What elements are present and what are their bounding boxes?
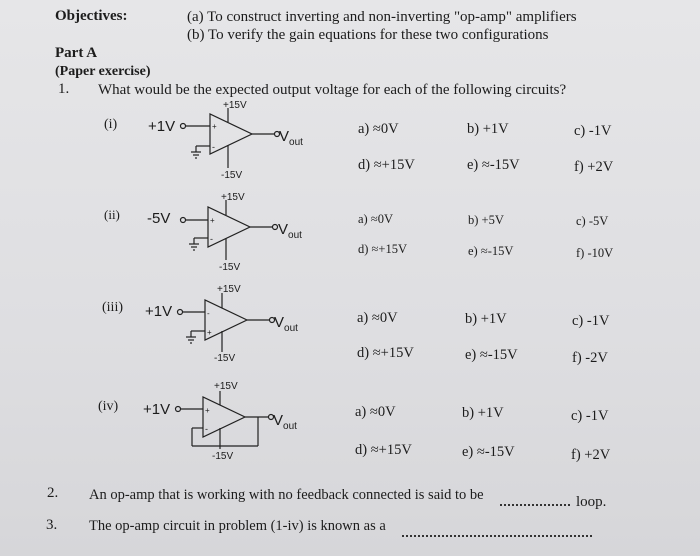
part-title: Part A (55, 45, 98, 61)
svg-text:+: + (207, 328, 212, 337)
q2-text: An op-amp that is working with no feedback connected is said to be (89, 487, 484, 503)
option-c[interactable]: c) -1V (572, 313, 610, 329)
output-label: $V_{out}$ (274, 314, 298, 334)
supply-negative: -15V (212, 451, 234, 462)
output-label: $V_{out}$ (273, 412, 297, 432)
supply-negative: -15V (219, 262, 241, 273)
option-f[interactable]: f) -2V (572, 350, 608, 366)
option-b[interactable]: b) +1V (462, 405, 504, 421)
q1-text: What would be the expected output voltage for each of the following circuits? (98, 82, 567, 98)
objectives-label: Objectives: (55, 8, 128, 24)
supply-positive: +15V (214, 381, 238, 392)
output-label: $V_{out}$ (279, 128, 303, 148)
option-f[interactable]: f) +2V (574, 159, 614, 175)
svg-text:-: - (205, 424, 208, 434)
svg-text:+: + (212, 122, 217, 131)
output-label: $V_{out}$ (278, 221, 302, 241)
input-voltage: +1V (145, 303, 173, 320)
option-d[interactable]: d) ≈+15V (358, 157, 415, 173)
option-e[interactable]: e) ≈-15V (462, 444, 515, 460)
circuit-label: (iii) (102, 300, 123, 315)
option-f[interactable]: f) +2V (571, 447, 611, 463)
objective-a: (a) To construct inverting and non-inverting "op-amp" amplifiers (187, 9, 577, 25)
option-c[interactable]: c) -1V (571, 408, 609, 424)
option-c[interactable]: c) -1V (574, 123, 612, 139)
option-a[interactable]: a) ≈0V (355, 404, 396, 420)
option-b[interactable]: b) +5V (468, 213, 504, 227)
input-voltage: +1V (143, 401, 171, 418)
input-voltage: +1V (148, 118, 176, 135)
option-b[interactable]: b) +1V (465, 311, 507, 327)
option-d[interactable]: d) ≈+15V (357, 345, 414, 361)
supply-positive: +15V (223, 100, 247, 111)
option-d[interactable]: d) ≈+15V (355, 442, 412, 458)
circuit-label: (iv) (98, 399, 119, 414)
q3-answer-blank[interactable] (402, 535, 592, 537)
supply-positive: +15V (221, 192, 245, 203)
circuit-label: (i) (104, 117, 118, 132)
option-e[interactable]: e) ≈-15V (467, 157, 520, 173)
q2-trailing: loop. (576, 494, 607, 510)
svg-text:-: - (210, 234, 213, 244)
svg-text:-: - (212, 142, 215, 152)
option-f[interactable]: f) -10V (576, 246, 614, 260)
supply-negative: -15V (214, 353, 236, 364)
option-b[interactable]: b) +1V (467, 121, 509, 137)
svg-text:+: + (205, 406, 210, 415)
svg-text:+: + (210, 216, 215, 225)
option-a[interactable]: a) ≈0V (358, 212, 393, 226)
part-subtitle: (Paper exercise) (55, 64, 151, 79)
svg-text:-: - (207, 309, 210, 318)
supply-positive: +15V (217, 284, 241, 295)
objective-b: (b) To verify the gain equations for these two configurations (187, 27, 549, 43)
q2-answer-blank[interactable] (500, 504, 570, 506)
q1-number: 1. (58, 81, 70, 97)
option-a[interactable]: a) ≈0V (358, 121, 399, 137)
circuit-label: (ii) (104, 207, 120, 222)
q3-number: 3. (46, 517, 58, 533)
option-d[interactable]: d) ≈+15V (358, 242, 407, 256)
option-e[interactable]: e) ≈-15V (465, 347, 518, 363)
q3-text: The op-amp circuit in problem (1-iv) is known as a (89, 518, 386, 534)
input-voltage: -5V (147, 210, 171, 227)
option-a[interactable]: a) ≈0V (357, 310, 398, 326)
option-c[interactable]: c) -5V (576, 214, 609, 228)
supply-negative: -15V (221, 170, 243, 181)
q2-number: 2. (47, 485, 59, 501)
option-e[interactable]: e) ≈-15V (468, 244, 514, 258)
